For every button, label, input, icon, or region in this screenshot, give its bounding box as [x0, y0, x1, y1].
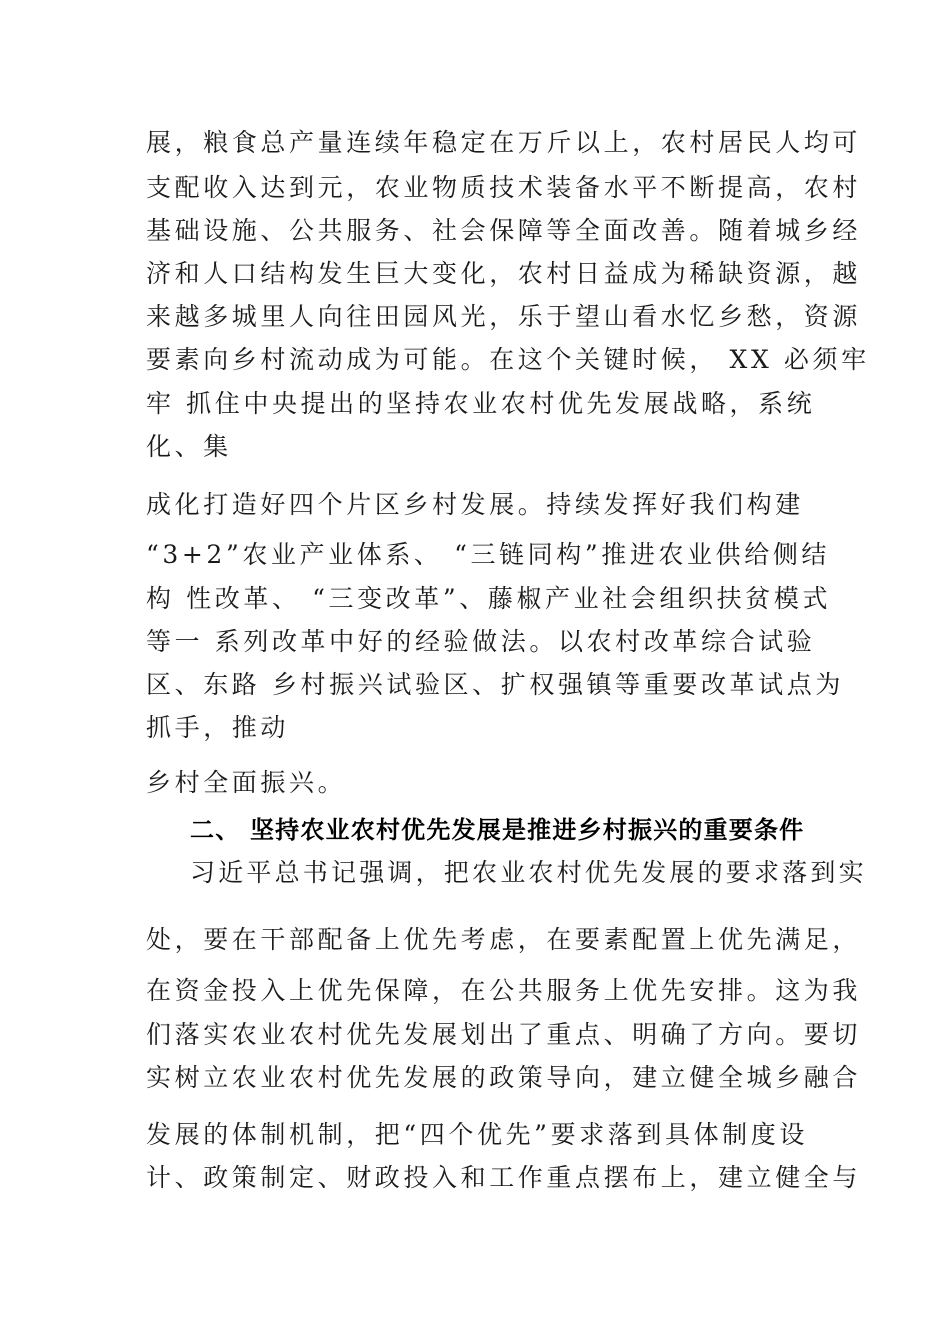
paragraph-line: 处，要在干部配备上优先考虑，在要素配置上优先满足， — [146, 925, 862, 954]
paragraph-line: 抓手，推动 — [146, 713, 290, 742]
paragraph-line: 牢 抓住中央提出的坚持农业农村优先发展战略，系统 — [146, 389, 816, 418]
paragraph-line: 化、集 — [146, 432, 232, 461]
paragraph-line: 在资金投入上优先保障，在公共服务上优先安排。这为我 — [146, 976, 862, 1005]
paragraph-line: 来越多城里人向往田园风光，乐于望山看水忆乡愁，资源 — [146, 302, 862, 331]
paragraph-line: 乡村全面振兴。 — [146, 768, 347, 797]
paragraph-line: “3+2”农业产业体系、 “三链同构”推进农业供给侧结 — [146, 540, 831, 569]
paragraph-line: 等一 系列改革中好的经验做法。以农村改革综合试验 — [146, 627, 816, 656]
paragraph-line: 区、东路 乡村振兴试验区、扩权强镇等重要改革试点为 — [146, 670, 844, 699]
paragraph-line: 习近平总书记强调，把农业农村优先发展的要求落到实 — [190, 858, 867, 887]
paragraph-line: 实树立农业农村优先发展的政策导向，建立健全城乡融合 — [146, 1063, 862, 1092]
paragraph-line: 要素向乡村流动成为可能。在这个关键时候， XX 必须牢 — [146, 345, 870, 374]
paragraph-line: 们落实农业农村优先发展划出了重点、明确了方向。要切 — [146, 1020, 862, 1049]
paragraph-line: 展，粮食总产量连续年稳定在万斤以上，农村居民人均可 — [146, 128, 862, 157]
paragraph-line: 支配收入达到元，农业物质技术装备水平不断提高，农村 — [146, 173, 862, 202]
paragraph-line: 济和人口结构发生巨大变化，农村日益成为稀缺资源，越 — [146, 259, 862, 288]
paragraph-line: 计、政策制定、财政投入和工作重点摆布上，建立健全与 — [146, 1163, 862, 1192]
paragraph-line: 发展的体制机制，把“四个优先”要求落到具体制度设 — [146, 1120, 808, 1149]
section-heading: 二、 坚持农业农村优先发展是推进乡村振兴的重要条件 — [190, 816, 805, 844]
paragraph-line: 基础设施、公共服务、社会保障等全面改善。随着城乡经 — [146, 216, 862, 245]
paragraph-line: 构 性改革、 “三变改革”、藤椒产业社会组织扶贫模式 — [146, 584, 832, 613]
paragraph-line: 成化打造好四个片区乡村发展。持续发挥好我们构建 — [146, 490, 804, 519]
